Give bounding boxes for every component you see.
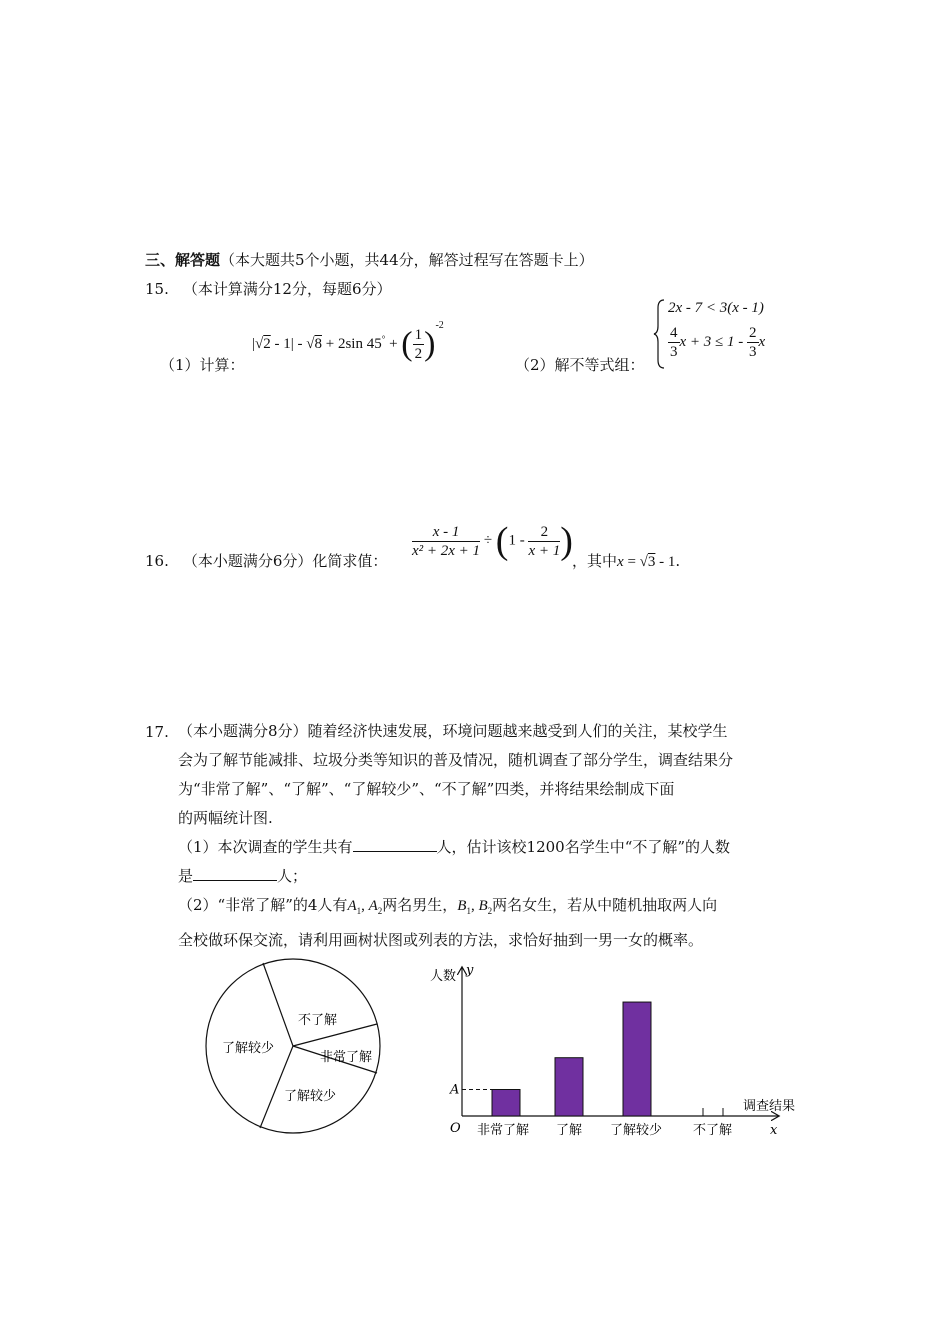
q17-part-2-cont: 全校做环保交流，请利用画树状图或列表的方法，求恰好抽到一男一女的概率。: [178, 931, 704, 949]
q17-line-1: （本小题满分8分）随着经济快速发展，环境问题越来越受到人们的关注，某校学生: [178, 722, 728, 740]
system-line-1: 2x - 7 < 3(x - 1): [668, 300, 764, 316]
q17-part-1-cont: 是 人；: [178, 867, 308, 885]
y-axis-label: 人数: [430, 969, 457, 984]
q15-part1-label: （1）计算：: [160, 356, 245, 374]
x-axis-label: 调查结果: [743, 1099, 796, 1114]
pie-label-liaojie-jiaoshao-bottom: 了解较少: [284, 1089, 337, 1104]
pie-label-bu-liaojie: 不了解: [298, 1013, 338, 1028]
bars-layer: [449, 1002, 732, 1138]
answer-blank-2[interactable]: [193, 865, 277, 881]
q15-number: 15.: [145, 280, 169, 298]
q17-part-1: （1）本次调查的学生共有 人，估计该校1200名学生中“不了解”的人数: [178, 838, 731, 856]
q16-condition: ，其中x = √3 - 1.: [572, 552, 681, 570]
pie-divider-4: [260, 1046, 293, 1128]
q16-header: [145, 550, 387, 571]
q17-number: 17.: [145, 723, 169, 741]
q17-part-2: （2）“非常了解”的4人有$A_1$, $A_2$两名男生，$B_1$, $B_2$两名女生，若从中随机抽取两人向: [178, 896, 718, 916]
pie-label-liaojie-jiaoshao-left: 了解较少: [222, 1041, 275, 1056]
bar-3: [623, 1002, 651, 1116]
answer-blank-1[interactable]: [353, 836, 437, 852]
pie-chart: [200, 955, 390, 1140]
x-axis-var: x: [770, 1123, 778, 1138]
q16-expression: $\frac{x - 1}{\text{x² + 2x + 1}}$ ÷ (1 - $\frac{2}{x + 1}$ ): [412, 520, 573, 562]
q17-line-3: 为“非常了解”、“了解”、“了解较少”、“不了解”四类，并将结果绘制成下面: [178, 780, 675, 798]
y-tick-label-a: A: [450, 1082, 460, 1098]
q15-part2-label: （2）解不等式组：: [515, 356, 645, 374]
bar-chart: [430, 960, 810, 1140]
system-line-2: $\frac{4}{3}$ x + 3 ≤ 1 - $\frac{2}{3}$ x: [670, 325, 766, 360]
q17-line-4: 的两幅统计图.: [178, 809, 273, 827]
x-tick-label-4: 不了解: [693, 1123, 733, 1138]
x-tick-label-3: 了解较少: [610, 1123, 663, 1138]
y-axis-var: y: [466, 963, 474, 978]
pie-label-feichang-liaojie: 非常了解: [320, 1050, 373, 1065]
section-note: （本大题共5个小题，共44分，解答过程写在答题卡上）: [220, 251, 594, 269]
q15-header: [145, 278, 392, 299]
q17-line-2: 会为了解节能减排、垃圾分类等知识的普及情况，随机调查了部分学生，调查结果分: [178, 751, 734, 769]
x-tick-label-1: 非常了解: [477, 1123, 530, 1138]
q16-number: 16.: [145, 552, 169, 570]
pie-divider-1: [263, 963, 293, 1046]
brace-icon: [654, 298, 666, 370]
bar-2: [555, 1058, 583, 1116]
q16-header-text: （本小题满分6分）化简求值：: [182, 552, 388, 570]
q17-body: [178, 717, 808, 955]
q15-expression-1: |√2 - 1| - √8 + 2sin 45° + ( $\frac{1}{2}$ )$^{-2}$: [252, 320, 444, 363]
bar-1: [492, 1090, 520, 1117]
x-tick-label-2: 了解: [556, 1123, 583, 1138]
section-title: 三、解答题: [145, 251, 221, 269]
q15-header-text: （本计算满分12分，每题6分）: [182, 280, 392, 298]
origin-label: O: [450, 1121, 461, 1136]
section-heading: [145, 249, 594, 270]
